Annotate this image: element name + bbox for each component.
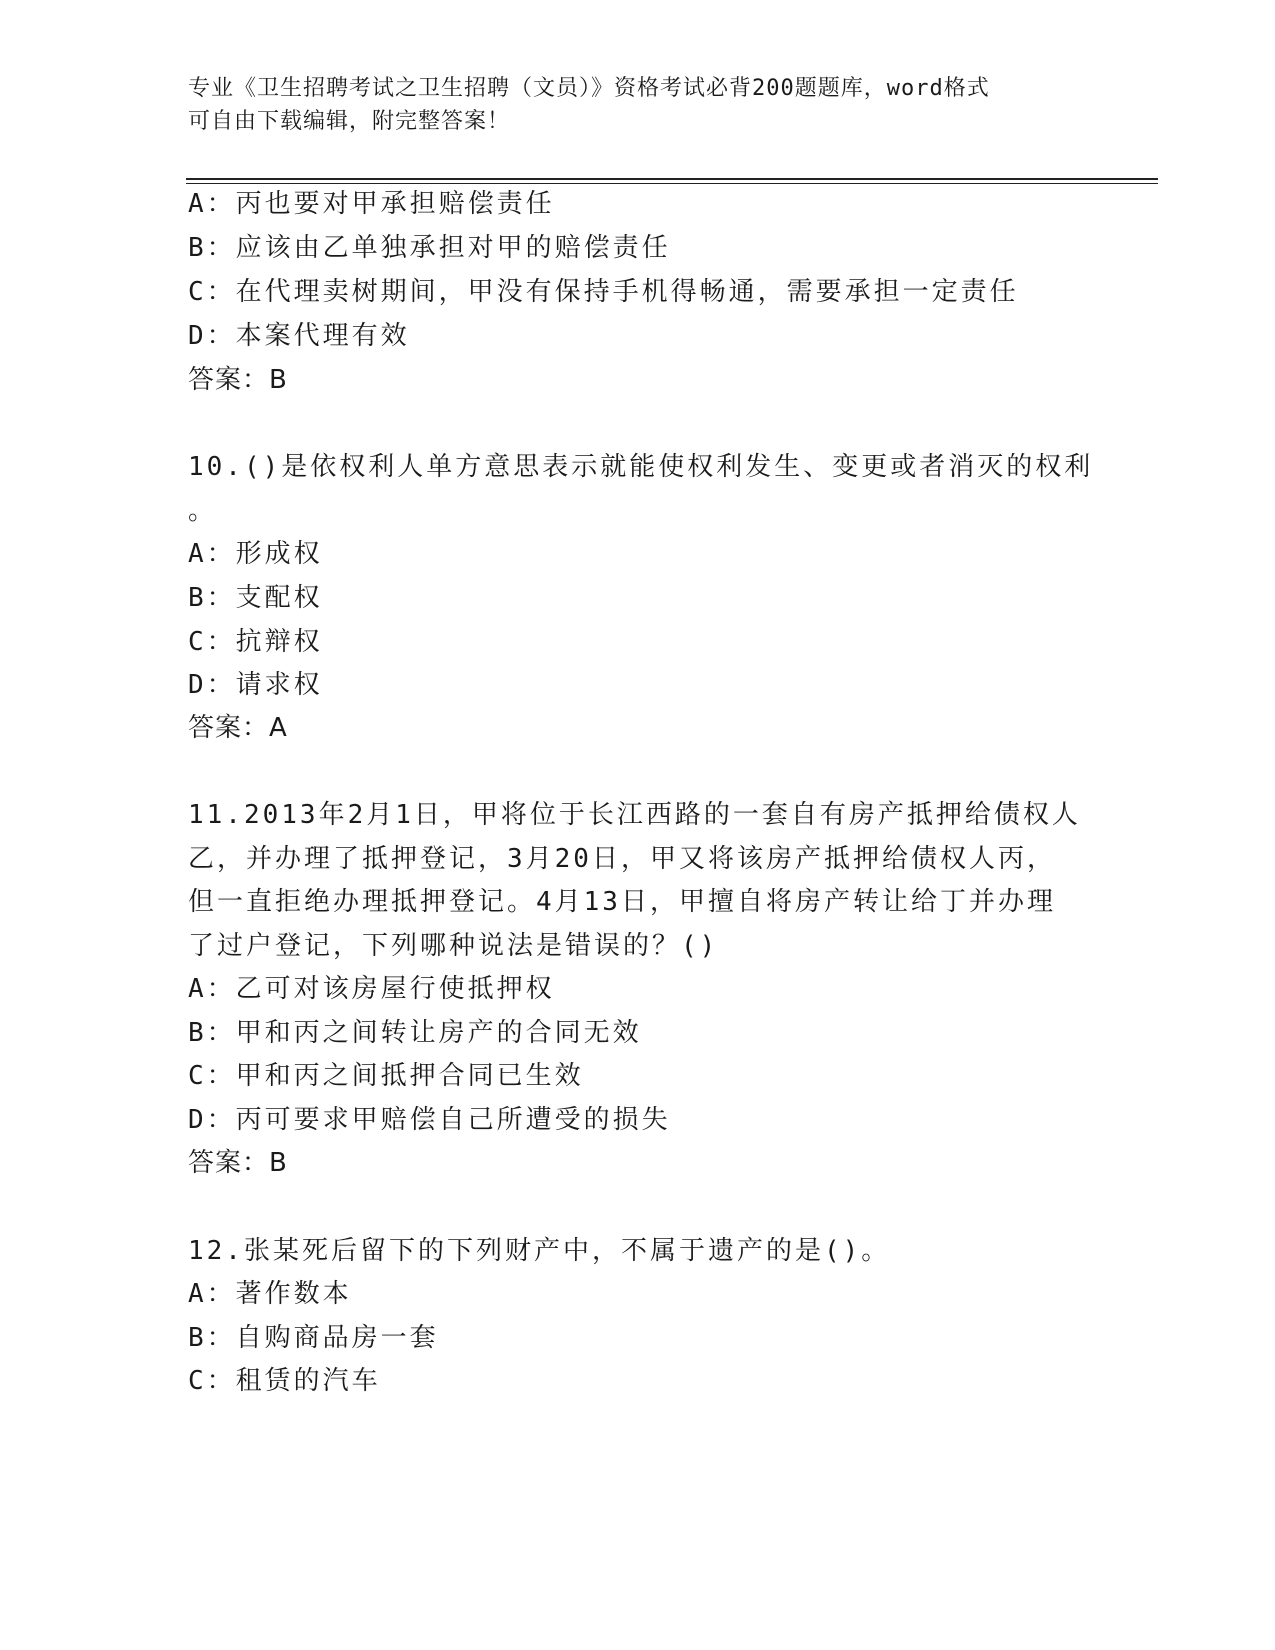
q10-option-c: C：抗辩权: [188, 627, 323, 657]
q11-option-a: A：乙可对该房屋行使抵押权: [188, 974, 555, 1004]
q11-stem-line-3: 但一直拒绝办理抵押登记。4月13日，甲擅自将房产转让给丁并办理: [188, 887, 1056, 917]
q9-answer: 答案：B: [188, 365, 288, 395]
q9-option-a: A：丙也要对甲承担赔偿责任: [188, 189, 555, 219]
q10-stem-line-2: 。: [188, 496, 218, 526]
q9-option-d: D：本案代理有效: [188, 321, 410, 351]
q12-option-c: C：租赁的汽车: [188, 1366, 381, 1396]
q11-stem-line-1: 11.2013年2月1日，甲将位于长江西路的一套自有房产抵押给债权人: [188, 800, 1081, 830]
q10-option-b: B：支配权: [188, 583, 323, 613]
q12-stem-line-1: 12.张某死后留下的下列财产中，不属于遗产的是()。: [188, 1236, 891, 1266]
q12-option-a: A：著作数本: [188, 1279, 352, 1309]
q11-answer: 答案：B: [188, 1148, 288, 1178]
q11-option-b: B：甲和丙之间转让房产的合同无效: [188, 1018, 642, 1048]
q11-stem-line-2: 乙，并办理了抵押登记，3月20日，甲又将该房产抵押给债权人丙，: [188, 844, 1056, 874]
q11-option-d: D：丙可要求甲赔偿自己所遭受的损失: [188, 1105, 671, 1135]
header-divider-thick: [186, 178, 1158, 180]
q10-option-d: D：请求权: [188, 670, 323, 700]
q9-option-b: B：应该由乙单独承担对甲的赔偿责任: [188, 233, 671, 263]
q12-option-b: B：自购商品房一套: [188, 1323, 439, 1353]
document-header: [188, 72, 1088, 138]
q10-stem-line-1: 10.()是依权利人单方意思表示就能使权利发生、变更或者消灭的权利: [188, 452, 1094, 482]
q10-option-a: A：形成权: [188, 539, 323, 569]
q10-answer: 答案：A: [188, 713, 288, 743]
header-divider-thin: [186, 183, 1158, 184]
q9-option-c: C：在代理卖树期间，甲没有保持手机得畅通，需要承担一定责任: [188, 277, 1019, 307]
header-line-2: 可自由下载编辑，附完整答案！: [188, 109, 511, 134]
q11-option-c: C：甲和丙之间抵押合同已生效: [188, 1061, 584, 1091]
q11-stem-line-4: 了过户登记，下列哪种说法是错误的？(): [188, 931, 719, 961]
header-line-1: 专业《卫生招聘考试之卫生招聘（文员）》资格考试必背200题题库，word格式: [188, 76, 990, 101]
